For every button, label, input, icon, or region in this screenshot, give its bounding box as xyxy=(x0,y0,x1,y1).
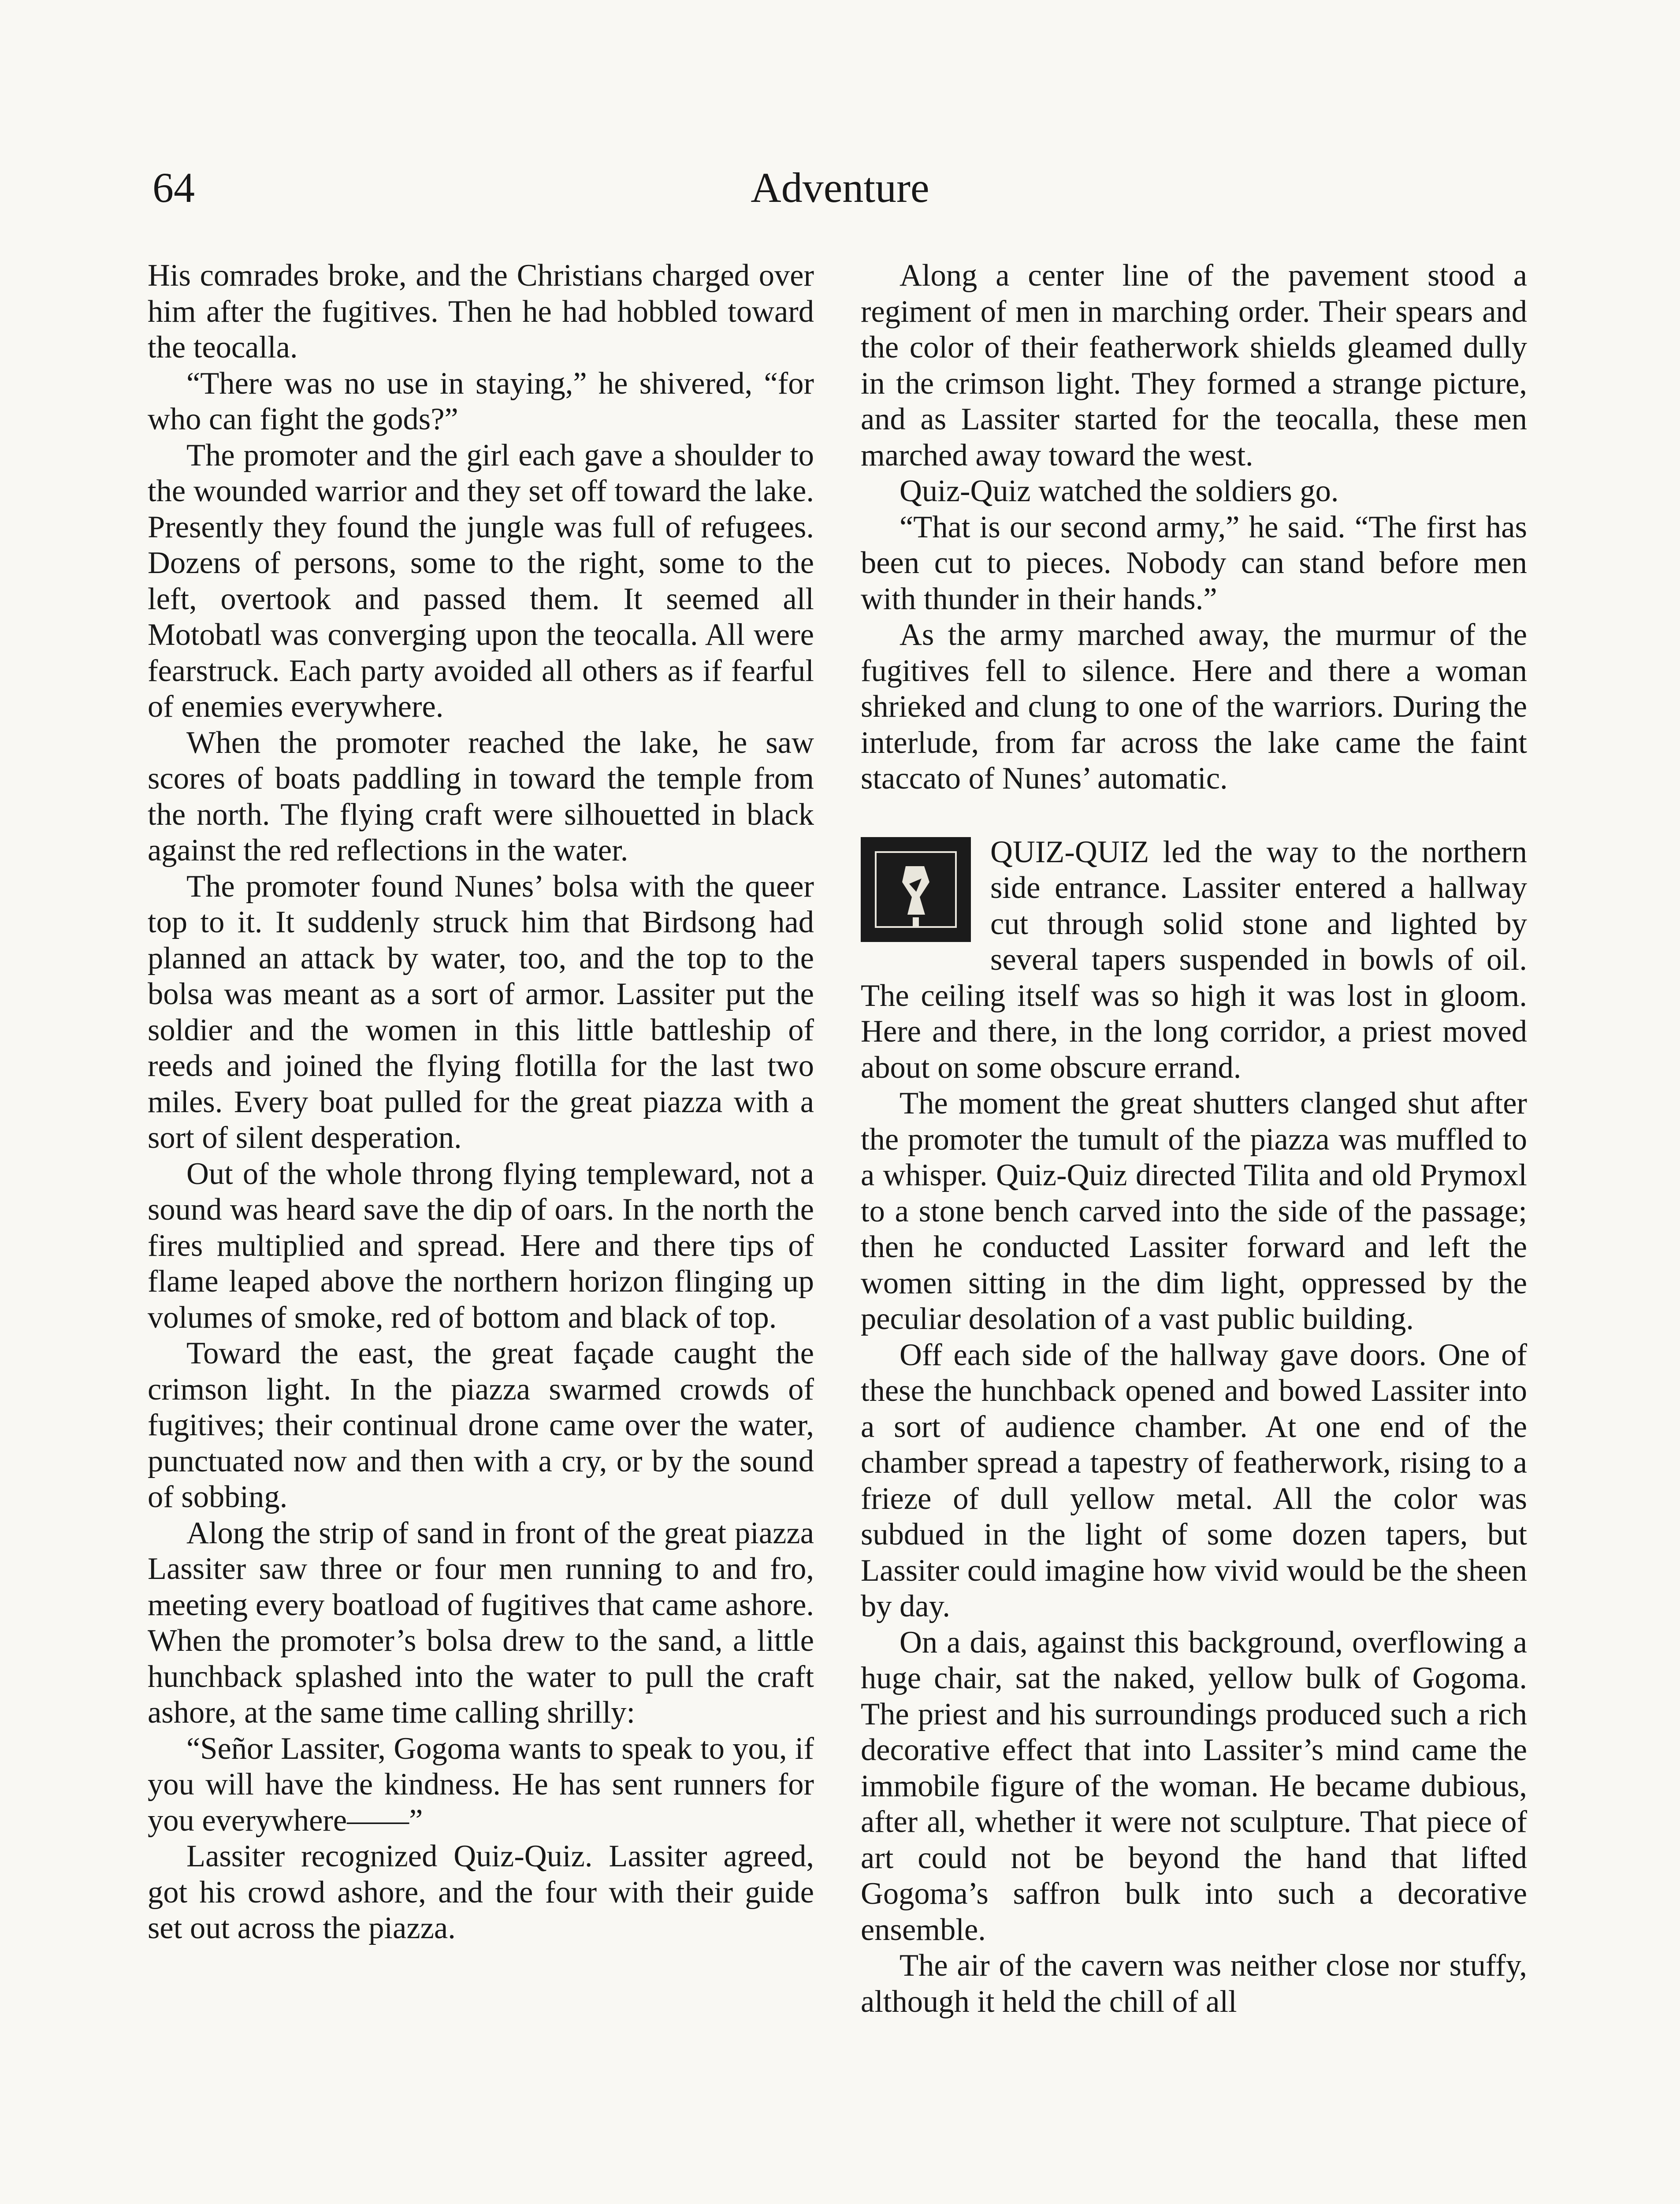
paragraph: The promoter and the girl each gave a shoulder to the wounded warrior and they set off toward the lake. Presently they found the jungle was full of refugees. Dozens of persons, some to the right, some to the left, overtook and passed them. It seemed all Motobatl was converging upon the teocalla. All were fearstruck. Each party avoided all others as if fearful of enemies everywhere. xyxy=(148,438,814,724)
paragraph: The moment the great shutters clanged shut after the promoter the tumult of the piazza was muffled to a whisper. Quiz-Quiz directed Tilita and old Prymoxl to a stone bench carved into the side of the passage; then he conducted Lassiter forward and left the women sitting in the dim light, oppressed by the peculiar desolation of a vast public building. xyxy=(861,1086,1527,1336)
paragraph: His comrades broke, and the Christians charged over him after the fugitives. Then he had hobbled toward the teocalla. xyxy=(148,258,814,365)
paragraph: Toward the east, the great façade caught the crimson light. In the piazza swarmed crowds of fugitives; their continual drone came over the water, punctuated now and then with a cry, or by the sound of sobbing. xyxy=(148,1336,814,1514)
page-header xyxy=(152,163,1528,225)
paragraph: As the army marched away, the murmur of the fugitives fell to silence. Here and there a woman shrieked and clung to one of the warriors. During the interlude, from far across the lake came the faint staccato of Nunes’ automatic. xyxy=(861,618,1527,796)
paragraph: Along the strip of sand in front of the great piazza Lassiter saw three or four men running to and fro, meeting every boatload of fugitives that came ashore. When the promoter’s bolsa drew to the sand, a little hunchback splashed into the water to pull the craft ashore, at the same time calling shrilly: xyxy=(148,1515,814,1730)
paragraph: The air of the cavern was neither close nor stuffy, although it held the chill of all xyxy=(861,1948,1527,2019)
paragraph: Out of the whole throng flying templeward, not a sound was heard save the dip of oars. In the north the fires multiplied and spread. Here and there tips of flame leaped above the northern horizon flinging up volumes of smoke, red of bottom and black of top. xyxy=(148,1156,814,1335)
paragraph: When the promoter reached the lake, he saw scores of boats paddling in toward the temple from the north. The flying craft were silhouetted in black against the red reflections in the water. xyxy=(148,725,814,867)
section-opening xyxy=(861,834,1527,1086)
paragraph: Along a center line of the pavement stood a regiment of men in marching order. Their spears and the color of their featherwork shields gleamed dully in the crimson light. They formed a strange picture, and as Lassiter started for the teocalla, these men marched away toward the west. xyxy=(861,258,1527,473)
paragraph: On a dais, against this background, overflowing a huge chair, sat the naked, yellow bulk of Gogoma. The priest and his surroundings produced such a rich decorative effect that into Lassiter’s mind came the immobile figure of the woman. He became dubious, after all, whether it were not sculpture. That piece of art could not be beyond the hand that lifted Gogoma’s saffron bulk into such a decorative ensemble. xyxy=(861,1625,1527,1947)
paragraph: “There was no use in staying,” he shivered, “for who can fight the gods?” xyxy=(148,366,814,436)
paragraph: Lassiter recognized Quiz-Quiz. Lassiter agreed, got his crowd ashore, and the four with their guide set out across the piazza. xyxy=(148,1839,814,1945)
paragraph: The promoter found Nunes’ bolsa with the queer top to it. It suddenly struck him that Birdsong had planned an attack by water, too, and the top to the bolsa was meant as a sort of armor. Lassiter put the soldier and the women in this little battleship of reeds and joined the flying flotilla for the last two miles. Every boat pulled for the great piazza with a sort of silent desperation. xyxy=(148,869,814,1155)
page-number: 64 xyxy=(152,164,195,211)
magazine-title: Adventure xyxy=(751,164,929,211)
dropcap-paragraph: QUIZ-QUIZ led the way to the northern side entrance. Lassiter entered a hallway cut through solid stone and lighted by several tapers suspended in bowls of oil. The ceiling itself was so high it was lost in gloom. Here and there, in the long corridor, a priest moved about on some obscure errand. xyxy=(861,834,1527,1085)
ornament-icon xyxy=(861,837,971,942)
paragraph: “Señor Lassiter, Gogoma wants to speak to you, if you will have the kindness. He has sent runners for you everywhere——” xyxy=(148,1731,814,1838)
paragraph: Quiz-Quiz watched the soldiers go. xyxy=(899,474,1339,508)
left-column xyxy=(148,258,814,2204)
right-column xyxy=(861,258,1527,2204)
paragraph: Off each side of the hallway gave doors. One of these the hunchback opened and bowed Lassiter into a sort of audience chamber. At one end of the chamber spread a tapestry of featherwork, rising to a frieze of dull yellow metal. All the color was subdued in the light of some dozen tapers, but Lassiter could imagine how vivid would be the sheen by day. xyxy=(861,1337,1527,1623)
paragraph: “That is our second army,” he said. “The first has been cut to pieces. Nobody can stand before men with thunder in their hands.” xyxy=(861,510,1527,616)
